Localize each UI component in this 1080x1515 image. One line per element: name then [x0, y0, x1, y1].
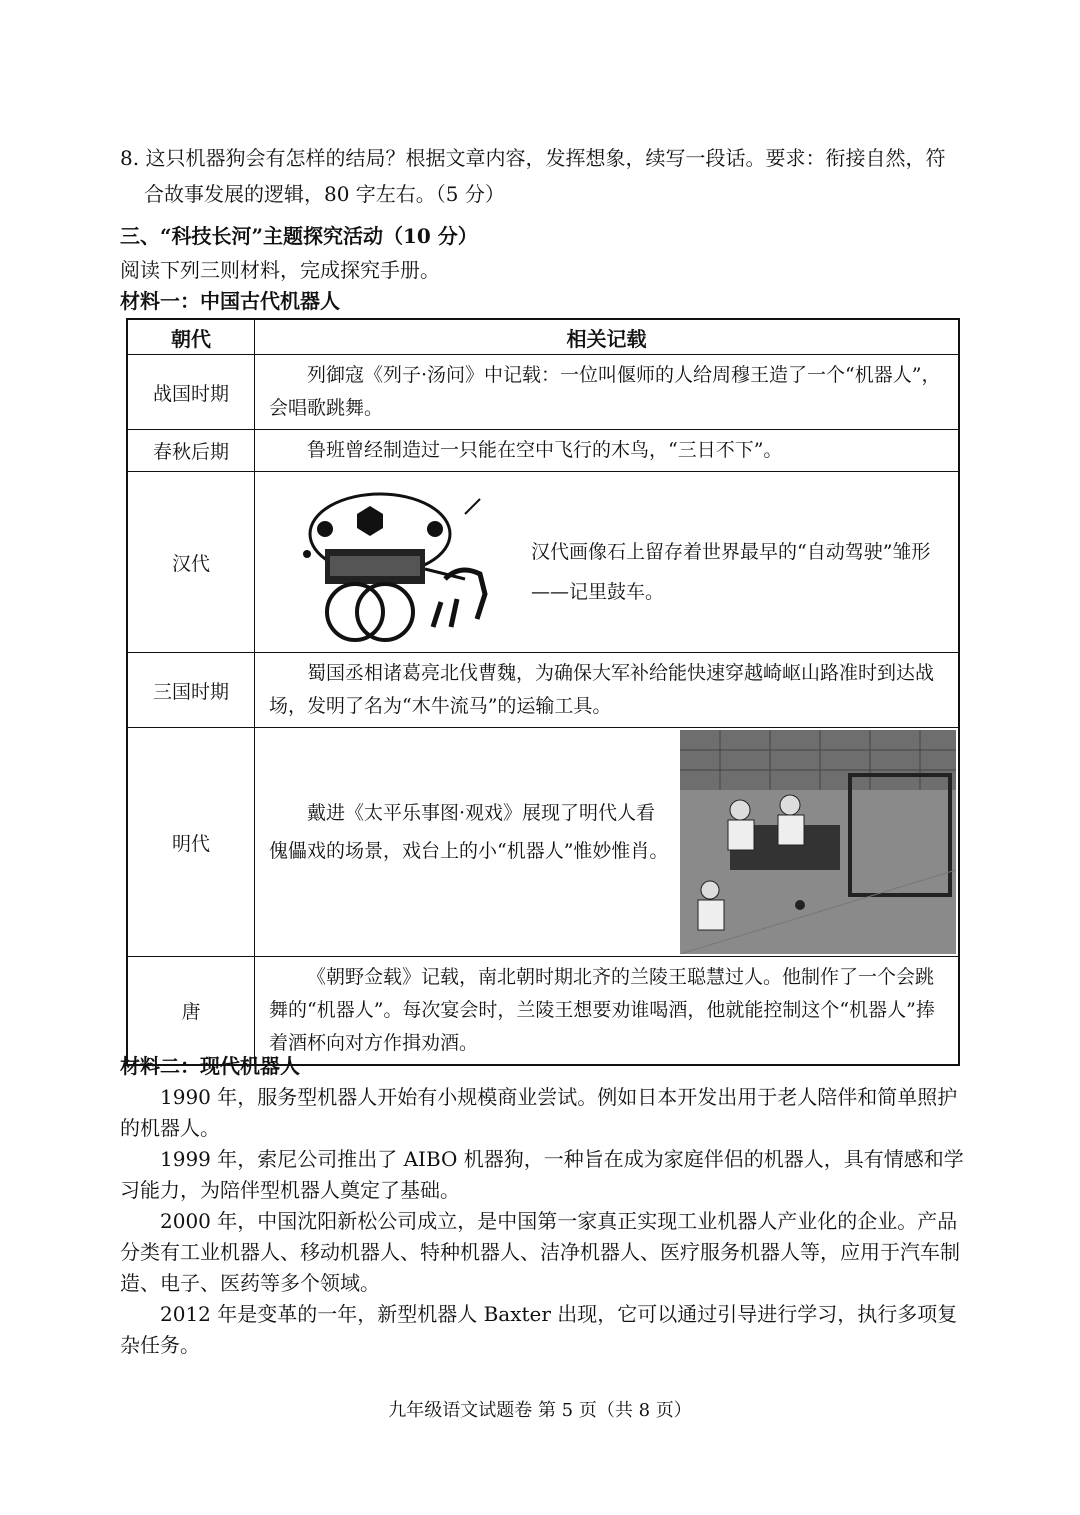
- question-8-line2: 合故事发展的逻辑，80 字左右。（5 分）: [144, 182, 505, 206]
- question-8: [120, 140, 970, 212]
- record-cell: [255, 653, 960, 728]
- dynasty-cell: 春秋后期: [127, 430, 255, 472]
- question-8-line1: 8. 这只机器狗会有怎样的结局？根据文章内容，发挥想象，续写一段话。要求：衔接自然，符: [120, 146, 946, 170]
- record-text: 列御寇《列子·汤问》中记载：一位叫偃师的人给周穆王造了一个“机器人”，会唱歌跳舞。: [269, 364, 941, 419]
- header-record: 相关记载: [255, 319, 960, 355]
- material-1-title: 材料一：中国古代机器人: [120, 289, 340, 313]
- table-row: [127, 355, 959, 430]
- table-header-row: [127, 319, 959, 355]
- material-2-paragraph: 1990 年，服务型机器人开始有小规模商业尝试。例如日本开发出用于老人陪伴和简单照护的机器人。: [120, 1085, 958, 1140]
- dynasty-cell: 战国时期: [127, 355, 255, 430]
- record-text: 汉代画像石上留存着世界最早的“自动驾驶”雏形——记里鼓车。: [531, 541, 931, 603]
- record-cell: [255, 957, 960, 1066]
- dynasty-cell: 三国时期: [127, 653, 255, 728]
- dynasty-cell: 汉代: [127, 472, 255, 653]
- table-row: [127, 957, 959, 1066]
- record-cell: [255, 355, 960, 430]
- puppet-show-painting: [680, 730, 956, 954]
- dynasty-cell: 唐: [127, 957, 255, 1066]
- material-2-body: [120, 1082, 970, 1361]
- record-cell: [255, 472, 960, 653]
- record-text: 鲁班曾经制造过一只能在空中飞行的木鸟，“三日不下”。: [307, 439, 783, 461]
- header-dynasty: 朝代: [127, 319, 255, 355]
- section-3-title: 三、“科技长河”主题探究活动（10 分）: [120, 224, 478, 248]
- record-text: 蜀国丞相诸葛亮北伐曹魏，为确保大军补给能快速穿越崎岖山路准时到达战场，发明了名为“木牛流马”的运输工具。: [269, 662, 935, 717]
- table-row: [127, 430, 959, 472]
- material-2-title: 材料二：现代机器人: [120, 1054, 300, 1078]
- table-row: [127, 728, 959, 957]
- record-cell: [255, 728, 960, 957]
- table-row: [127, 653, 959, 728]
- material-2-paragraph: 1999 年，索尼公司推出了 AIBO 机器狗，一种旨在成为家庭伴侣的机器人，具有情感和学习能力，为陪伴型机器人奠定了基础。: [120, 1147, 964, 1202]
- record-text: 戴进《太平乐事图·观戏》展现了明代人看傀儡戏的场景，戏台上的小“机器人”惟妙惟肖。: [269, 802, 669, 862]
- dynasty-cell: 明代: [127, 728, 255, 957]
- table-row: [127, 472, 959, 653]
- page-footer: 九年级语文试题卷 第 5 页（共 8 页）: [388, 1400, 692, 1421]
- drum-chariot-illustration: [295, 484, 495, 644]
- section-3-instruction: 阅读下列三则材料，完成探究手册。: [120, 258, 440, 282]
- material-2-paragraph: 2000 年，中国沈阳新松公司成立，是中国第一家真正实现工业机器人产业化的企业。产品分类有工业机器人、移动机器人、特种机器人、洁净机器人、医疗服务机器人等，应用于汽车制造、电子、医药等多个领域。: [120, 1209, 960, 1295]
- record-text: 《朝野佥载》记载，南北朝时期北齐的兰陵王聪慧过人。他制作了一个会跳舞的“机器人”。每次宴会时，兰陵王想要劝谁喝酒，他就能控制这个“机器人”捧着酒杯向对方作揖劝酒。: [269, 966, 935, 1054]
- record-cell: [255, 430, 960, 472]
- material-2-paragraph: 2012 年是变革的一年，新型机器人 Baxter 出现，它可以通过引导进行学习，执行多项复杂任务。: [120, 1302, 958, 1357]
- ancient-robots-table: [126, 318, 960, 1066]
